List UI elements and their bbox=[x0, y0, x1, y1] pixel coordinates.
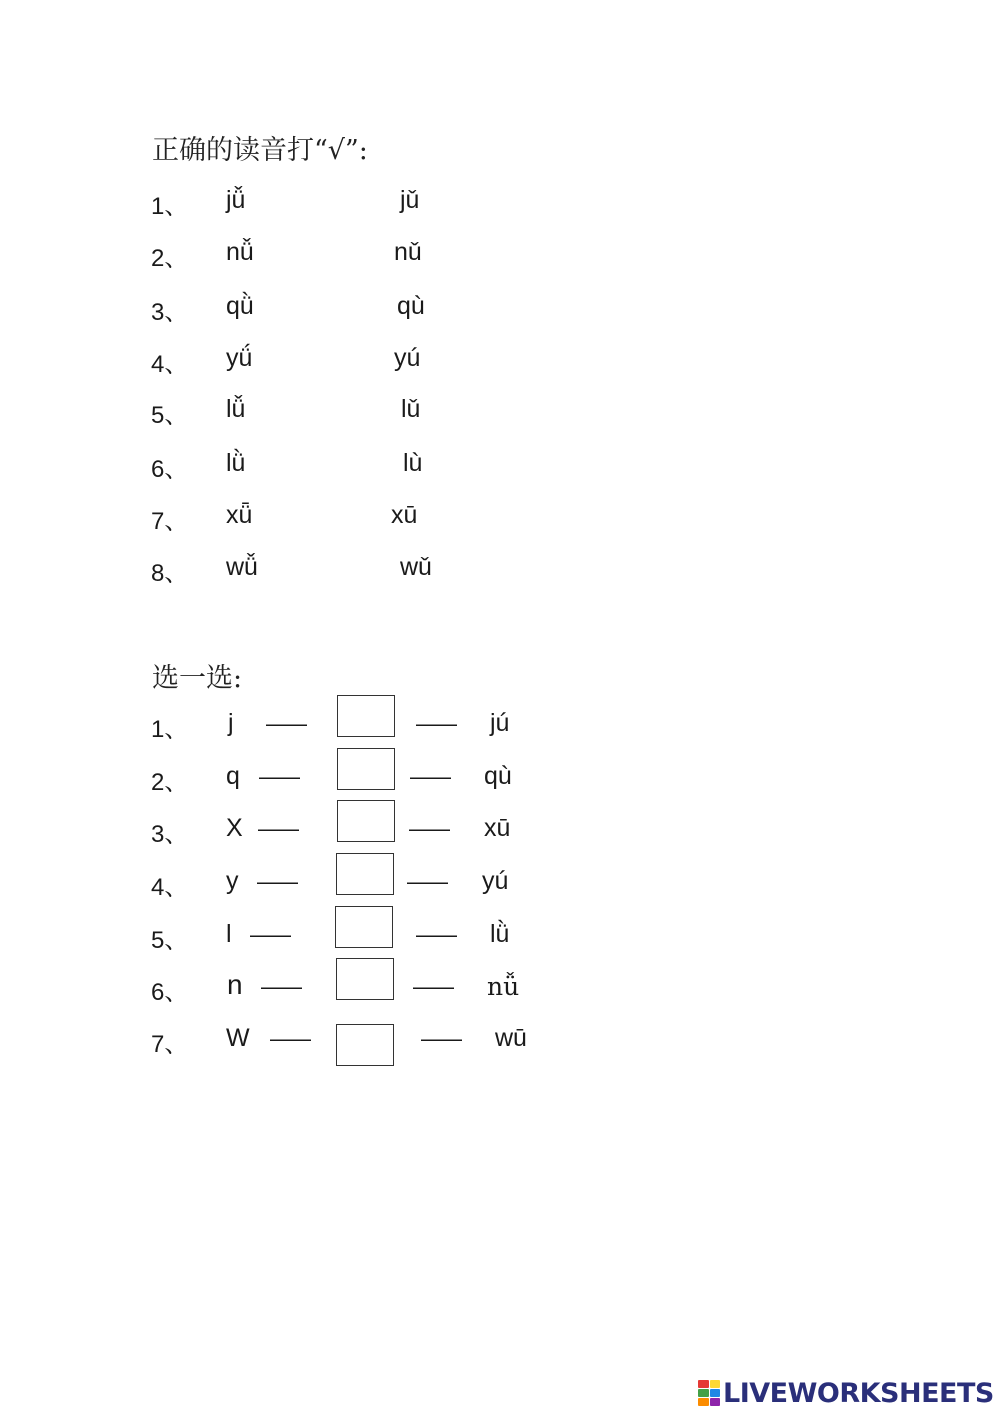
option-b[interactable]: qù bbox=[397, 292, 425, 320]
dash-left: —— bbox=[270, 1026, 308, 1051]
initial-letter: q bbox=[226, 762, 240, 790]
list-item bbox=[0, 814, 1000, 858]
logo-tile bbox=[710, 1380, 721, 1388]
dash-left: —— bbox=[257, 869, 295, 894]
section1-heading: 正确的读音打“√”: bbox=[152, 135, 368, 166]
logo-tile bbox=[698, 1398, 709, 1406]
list-item bbox=[0, 969, 1000, 1016]
item-number: 7、 bbox=[151, 1031, 189, 1058]
list-item bbox=[0, 553, 1000, 597]
dash-right: —— bbox=[421, 1026, 459, 1051]
answer-box[interactable] bbox=[336, 1024, 394, 1066]
list-item bbox=[0, 395, 1000, 439]
answer-box[interactable] bbox=[337, 748, 395, 790]
list-item bbox=[0, 344, 1000, 388]
answer-box[interactable] bbox=[335, 906, 393, 948]
item-number: 5、 bbox=[151, 927, 189, 954]
dash-right: —— bbox=[407, 869, 445, 894]
list-item bbox=[0, 709, 1000, 753]
section2-heading: 选一选: bbox=[152, 663, 243, 694]
option-a[interactable]: lǚ bbox=[226, 395, 246, 423]
option-b[interactable]: lù bbox=[403, 449, 423, 477]
item-number: 5、 bbox=[151, 402, 189, 429]
answer-box[interactable] bbox=[336, 853, 394, 895]
option-b[interactable]: jǔ bbox=[400, 186, 420, 214]
initial-letter: n bbox=[227, 969, 243, 1000]
dash-right: —— bbox=[413, 974, 451, 999]
answer-box[interactable] bbox=[337, 800, 395, 842]
item-number: 4、 bbox=[151, 351, 189, 378]
item-number: 6、 bbox=[151, 456, 189, 483]
option-a[interactable]: qǜ bbox=[226, 292, 254, 320]
list-item bbox=[0, 238, 1000, 282]
syllable: wū bbox=[495, 1024, 527, 1052]
dash-right: —— bbox=[409, 816, 447, 841]
answer-box[interactable] bbox=[336, 958, 394, 1000]
item-number: 2、 bbox=[151, 245, 189, 272]
item-number: 1、 bbox=[151, 193, 189, 220]
logo-tile bbox=[710, 1398, 721, 1406]
option-a[interactable]: xǖ bbox=[226, 501, 253, 529]
item-number: 3、 bbox=[151, 821, 189, 848]
initial-letter: W bbox=[226, 1024, 250, 1052]
initial-letter: l bbox=[226, 920, 232, 948]
item-number: 2、 bbox=[151, 769, 189, 796]
syllable: lǜ bbox=[490, 920, 510, 948]
syllable: qù bbox=[484, 762, 512, 790]
answer-box[interactable] bbox=[337, 695, 395, 737]
option-b[interactable]: yú bbox=[394, 344, 421, 372]
syllable: jú bbox=[490, 709, 510, 737]
option-b[interactable]: lǔ bbox=[401, 395, 421, 423]
list-item bbox=[0, 292, 1000, 336]
syllable: xū bbox=[484, 814, 511, 842]
dash-right: —— bbox=[416, 711, 454, 736]
list-item bbox=[0, 449, 1000, 493]
logo-tile bbox=[698, 1380, 709, 1388]
option-a[interactable]: nǚ bbox=[226, 238, 254, 266]
initial-letter: j bbox=[228, 709, 234, 737]
dash-right: —— bbox=[416, 922, 454, 947]
option-b[interactable]: nǔ bbox=[394, 238, 422, 266]
list-item bbox=[0, 867, 1000, 911]
dash-left: —— bbox=[266, 711, 304, 736]
syllable: yú bbox=[482, 867, 509, 895]
item-number: 6、 bbox=[151, 979, 189, 1006]
item-number: 3、 bbox=[151, 299, 189, 326]
list-item bbox=[0, 920, 1000, 964]
dash-left: —— bbox=[261, 974, 299, 999]
option-b[interactable]: xū bbox=[391, 501, 418, 529]
initial-letter: y bbox=[226, 867, 239, 895]
dash-right: —— bbox=[410, 764, 448, 789]
option-a[interactable]: wǚ bbox=[226, 553, 258, 581]
logo-mark-icon bbox=[698, 1380, 720, 1406]
item-number: 4、 bbox=[151, 874, 189, 901]
option-a[interactable]: yǘ bbox=[226, 344, 253, 372]
item-number: 7、 bbox=[151, 508, 189, 535]
item-number: 1、 bbox=[151, 716, 189, 743]
list-item bbox=[0, 762, 1000, 806]
logo-text: LIVEWORKSHEETS bbox=[723, 1377, 994, 1409]
dash-left: —— bbox=[250, 922, 288, 947]
logo-tile bbox=[698, 1389, 709, 1397]
liveworksheets-logo bbox=[698, 1378, 994, 1408]
dash-left: —— bbox=[258, 816, 296, 841]
initial-letter: X bbox=[226, 814, 243, 842]
list-item bbox=[0, 186, 1000, 230]
list-item bbox=[0, 1024, 1000, 1068]
logo-tile bbox=[710, 1389, 721, 1397]
option-a[interactable]: lǜ bbox=[226, 449, 246, 477]
syllable: nǚ bbox=[487, 972, 520, 1001]
item-number: 8、 bbox=[151, 560, 189, 587]
list-item bbox=[0, 501, 1000, 545]
dash-left: —— bbox=[259, 764, 297, 789]
option-b[interactable]: wǔ bbox=[400, 553, 432, 581]
option-a[interactable]: jǚ bbox=[226, 186, 246, 214]
